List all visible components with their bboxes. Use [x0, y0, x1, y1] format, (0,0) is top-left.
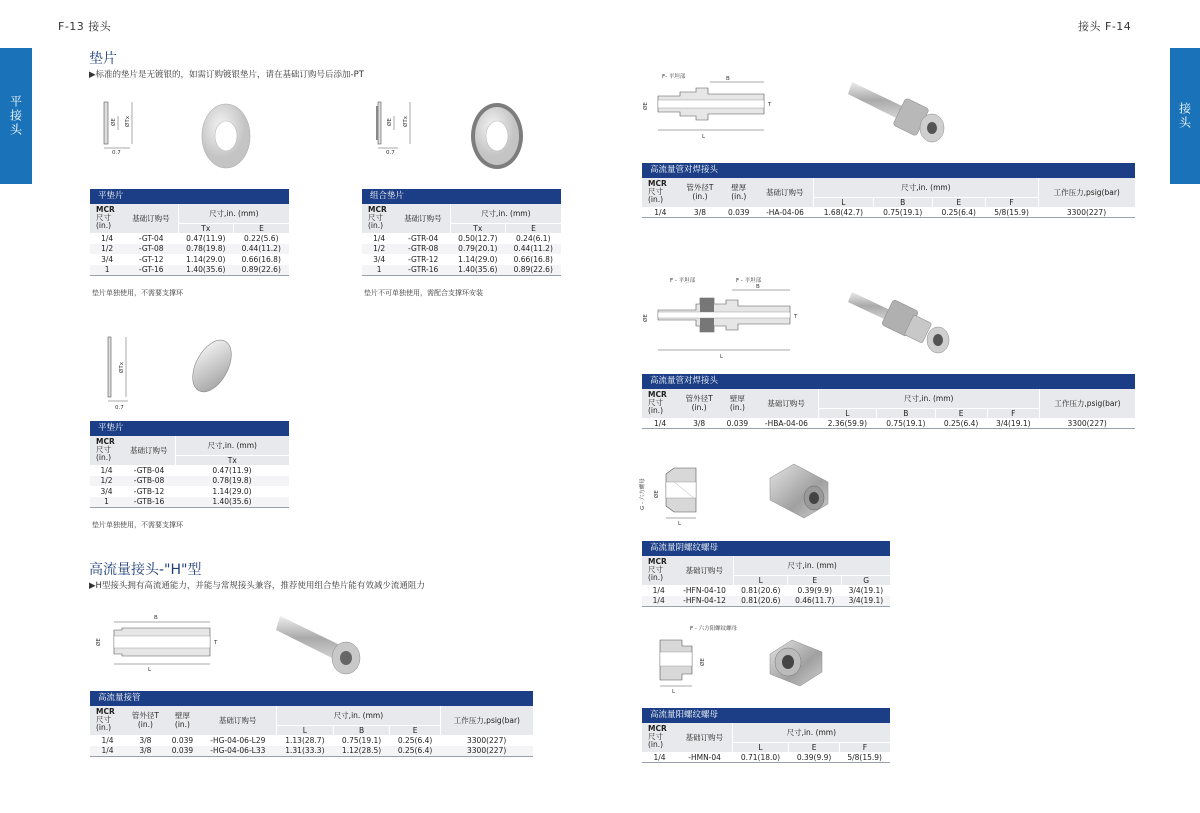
table-row: 1/2 -GTR-08 0.79(20.1) 0.44(11.2) [362, 244, 561, 255]
table-hmn-col-e: E [789, 742, 839, 752]
table-hba-col-b: B [877, 408, 935, 418]
ha-dia-e-label: ØE [643, 102, 649, 110]
hfn-l-label: L [678, 521, 682, 527]
table-gtr-col-tx: Tx [450, 223, 505, 233]
table-hba-base-no-header: 基础订购号 [755, 389, 819, 418]
gt-dia-tx-label: ØTx [125, 116, 131, 127]
ha-photo [846, 74, 956, 146]
table-gtr [362, 189, 561, 276]
hmn-drawing [652, 622, 762, 694]
table-gtb-base-no-header: 基础订购号 [123, 436, 175, 465]
gt-thickness-label: 0.7 [112, 150, 121, 156]
table-hg-tube-od-header: 管外径T (in.) [125, 706, 166, 735]
table-row: 1/2 -GT-08 0.78(19.8) 0.44(11.2) [90, 244, 289, 255]
hflow-section-note: ▶H型接头拥有高流通能力，并能与常规接头兼容，推荐使用组合垫片能有效减少流通阻力 [89, 581, 425, 591]
table-hg-wall-header: 壁厚 (in.) [166, 706, 199, 735]
table-gtr-note: 垫片不可单独使用，需配合支撑环安装 [364, 289, 483, 297]
hmn-l-label: L [672, 689, 676, 694]
hba-dia-e-label: ØE [643, 314, 649, 322]
gasket-gtb-photo [188, 335, 238, 397]
page-number-right: 接头 F-14 [1078, 20, 1132, 33]
table-gtb-mcr-header: MCR 尺寸 (in.) [90, 436, 123, 465]
table-row: 1/4 -GTB-04 0.47(11.9) [100, 465, 252, 475]
table-gt-mcr-header: MCR 尺寸 (in.) [90, 204, 124, 233]
hba-photo [846, 284, 956, 356]
page-number-left: F-13 接头 [58, 20, 112, 33]
table-hfn-col-g: G [842, 575, 890, 585]
side-tab-right [1170, 48, 1200, 184]
table-row: 1 -GTR-16 1.40(35.6) 0.89(22.6) [362, 265, 561, 276]
table-hmn-base-no-header: 基础订购号 [677, 723, 732, 752]
table-row: 1/4 -HFN-04-10 0.81(20.6) 0.39(9.9) 3/4(19.1) [652, 585, 884, 595]
table-gtb-col-tx: Tx [175, 455, 289, 465]
ha-t-label: T [768, 102, 772, 108]
table-hfn-col-e: E [788, 575, 842, 585]
table-ha-col-l: L [814, 197, 873, 207]
side-tab-left [0, 48, 32, 184]
table-hba-col-e: E [935, 408, 987, 418]
gasket-gt-drawing [100, 96, 160, 156]
table-hfn-base-no-header: 基础订购号 [675, 556, 733, 585]
table-hg-base-no-header: 基础订购号 [199, 706, 276, 735]
hba-b-label: B [756, 284, 760, 290]
hfn-dia-e-label: ØE [654, 490, 660, 498]
hg-photo [272, 606, 372, 678]
hg-l-label: L [148, 667, 152, 672]
ha-l-label: L [702, 134, 706, 140]
hmn-photo [764, 634, 830, 690]
table-ha-pressure-header: 工作压力,psig(bar) [1038, 178, 1135, 207]
gasket-section-note: ▶标准的垫片是无镀银的，如需订购镀银垫片，请在基础订购号后添加-PT [89, 70, 364, 80]
table-hg-title: 高流量接管 [90, 691, 533, 706]
table-hg-dims-header: 尺寸,in. (mm) [277, 706, 441, 725]
table-row: 1/4 -HMN-04 0.71(18.0) 0.39(9.9) 5/8(15.9) [642, 752, 890, 763]
table-row: 3/4 -GTR-12 1.14(29.0) 0.66(16.8) [373, 254, 553, 264]
table-ha-mcr-header: MCR 尺寸 (in.) [642, 178, 679, 207]
hg-b-label: B [154, 615, 158, 621]
gtr-dia-e-label: ØE [387, 118, 393, 126]
table-gt [90, 189, 289, 276]
table-hba-title: 高流量管对焊接头 [642, 374, 1135, 389]
table-hg-col-l: L [277, 725, 334, 735]
table-ha [642, 163, 1135, 218]
table-hfn [642, 541, 890, 607]
hfn-drawing [638, 462, 728, 528]
table-hba-pressure-header: 工作压力,psig(bar) [1039, 389, 1135, 418]
gasket-gtr-drawing [372, 96, 432, 156]
table-hmn-mcr-header: MCR 尺寸 (in.) [642, 723, 677, 752]
table-hg-col-e: E [390, 725, 440, 735]
table-row: 1 -GTB-16 1.40(35.6) [90, 497, 289, 508]
ha-drawing [640, 70, 780, 142]
table-hmn [642, 708, 890, 763]
table-gtr-base-no-header: 基础订购号 [396, 204, 450, 233]
table-ha-title: 高流量管对焊接头 [642, 163, 1135, 178]
hg-drawing [92, 610, 222, 672]
table-gtb-dims-header: 尺寸,in. (mm) [175, 436, 289, 455]
gasket-gt-photo [196, 100, 256, 172]
table-row: 1/4 -HFN-04-12 0.81(20.6) 0.46(11.7) 3/4(19.1) [642, 596, 890, 607]
table-gtb-title: 平垫片 [90, 421, 289, 436]
table-hba-tube-od-header: 管外径T (in.) [678, 389, 720, 418]
table-hba-col-l: L [818, 408, 876, 418]
table-hg-pressure-header: 工作压力,psig(bar) [440, 706, 533, 735]
table-gt-dims-header: 尺寸,in. (mm) [178, 204, 289, 223]
table-hg-mcr-header: MCR 尺寸 (in.) [90, 706, 125, 735]
table-ha-wall-header: 壁厚 (in.) [721, 178, 756, 207]
table-hfn-mcr-header: MCR 尺寸 (in.) [642, 556, 675, 585]
gasket-gtr-photo [466, 100, 528, 172]
table-row: 1/4 -GTR-04 0.50(12.7) 0.24(6.1) [373, 233, 551, 243]
table-ha-base-no-header: 基础订购号 [756, 178, 814, 207]
table-gt-title: 平垫片 [90, 189, 289, 204]
table-gt-col-e: E [234, 223, 289, 233]
table-gt-col-tx: Tx [178, 223, 233, 233]
table-hfn-col-l: L [734, 575, 788, 585]
table-row: 3/4 -GTB-12 1.14(29.0) [100, 486, 252, 496]
table-ha-col-b: B [873, 197, 932, 207]
table-gt-base-no-header: 基础订购号 [124, 204, 178, 233]
table-gtr-dims-header: 尺寸,in. (mm) [450, 204, 561, 223]
table-gtr-mcr-header: MCR 尺寸 (in.) [362, 204, 396, 233]
hg-t-label: T [214, 640, 218, 646]
hfn-g-hex-label: G - 六方螺母 [640, 478, 646, 510]
side-tab-right-label: 接头 [1177, 102, 1192, 130]
gasket-gtb-drawing [100, 335, 150, 415]
table-hfn-title: 高流量阴螺纹螺母 [642, 541, 890, 556]
hfn-photo [764, 460, 834, 522]
table-ha-tube-od-header: 管外径T (in.) [679, 178, 722, 207]
table-row: 1/4 3/8 0.039 -HG-04-06-L29 1.13(28.7) 0.75(19.1) 0.25(6.4) 3300(227) [101, 735, 507, 745]
table-hba-col-f: F [987, 408, 1039, 418]
table-hg [90, 691, 533, 757]
ha-f-flat-label: F- 平坦部 [662, 74, 686, 80]
table-hfn-dims-header: 尺寸,in. (mm) [734, 556, 890, 575]
table-row: 1 -GT-16 1.40(35.6) 0.89(22.6) [90, 265, 289, 276]
gt-dia-e-label: ØE [111, 118, 117, 126]
hba-t-label: T [794, 314, 798, 320]
table-row: 1/4 3/8 0.039 -HG-04-06-L33 1.31(33.3) 1.12(28.5) 0.25(6.4) 3300(227) [90, 746, 533, 757]
table-gtr-title: 组合垫片 [362, 189, 561, 204]
table-gt-note: 垫片单独使用，不需要支撑环 [92, 289, 183, 297]
table-hmn-col-l: L [732, 742, 789, 752]
table-hmn-col-f: F [839, 742, 890, 752]
table-hba-mcr-header: MCR 尺寸 (in.) [642, 389, 678, 418]
table-gtb-note: 垫片单独使用，不需要支撑环 [92, 521, 183, 529]
table-row: 1/2 -GTB-08 0.78(19.8) [90, 476, 289, 487]
table-ha-dims-header: 尺寸,in. (mm) [814, 178, 1038, 197]
hba-f-flat-label-left: F - 平坦部 [670, 278, 696, 284]
hmn-dia-e-label: ØE [700, 658, 706, 666]
table-hba-dims-header: 尺寸,in. (mm) [818, 389, 1039, 408]
table-hg-col-b: B [333, 725, 390, 735]
hmn-f-hex-label: F - 六方阳螺纹螺母 [690, 626, 738, 632]
ha-b-label: B [726, 76, 730, 82]
side-tab-left-label: 平接头 [8, 95, 23, 137]
table-hmn-title: 高流量阳螺纹螺母 [642, 708, 890, 723]
table-row: 3/4 -GT-12 1.14(29.0) 0.66(16.8) [101, 254, 281, 264]
table-row: 1/4 3/8 0.039 -HA-04-06 1.68(42.7) 0.75(19.1) 0.25(6.4) 5/8(15.9) 3300(227) [642, 207, 1135, 218]
table-row: 1/4 -GT-04 0.47(11.9) 0.22(5.6) [101, 233, 279, 243]
hg-dia-e-label: ØE [96, 638, 102, 646]
table-hmn-dims-header: 尺寸,in. (mm) [732, 723, 890, 742]
gtb-dia-tx-label: ØTx [119, 362, 125, 373]
hba-drawing [640, 274, 810, 360]
table-hba-wall-header: 壁厚 (in.) [720, 389, 754, 418]
hba-f-flat-label-right: F - 平坦部 [736, 278, 762, 284]
gasket-section-title: 垫片 [89, 51, 117, 67]
table-row: 1/4 3/8 0.039 -HBA-04-06 2.36(59.9) 0.75(19.1) 0.25(6.4) 3/4(19.1) 3300(227) [642, 418, 1135, 429]
gtb-thickness-label: 0.7 [115, 405, 124, 411]
table-gtb [90, 421, 289, 508]
hflow-section-title: 高流量接头-"H"型 [89, 562, 202, 578]
table-hba [642, 374, 1135, 429]
gtr-thickness-label: 0.7 [386, 150, 395, 156]
table-ha-col-e: E [932, 197, 985, 207]
hba-l-label: L [720, 354, 724, 360]
table-ha-col-f: F [985, 197, 1038, 207]
table-gtr-col-e: E [506, 223, 561, 233]
gtr-dia-tx-label: ØTx [403, 116, 409, 127]
